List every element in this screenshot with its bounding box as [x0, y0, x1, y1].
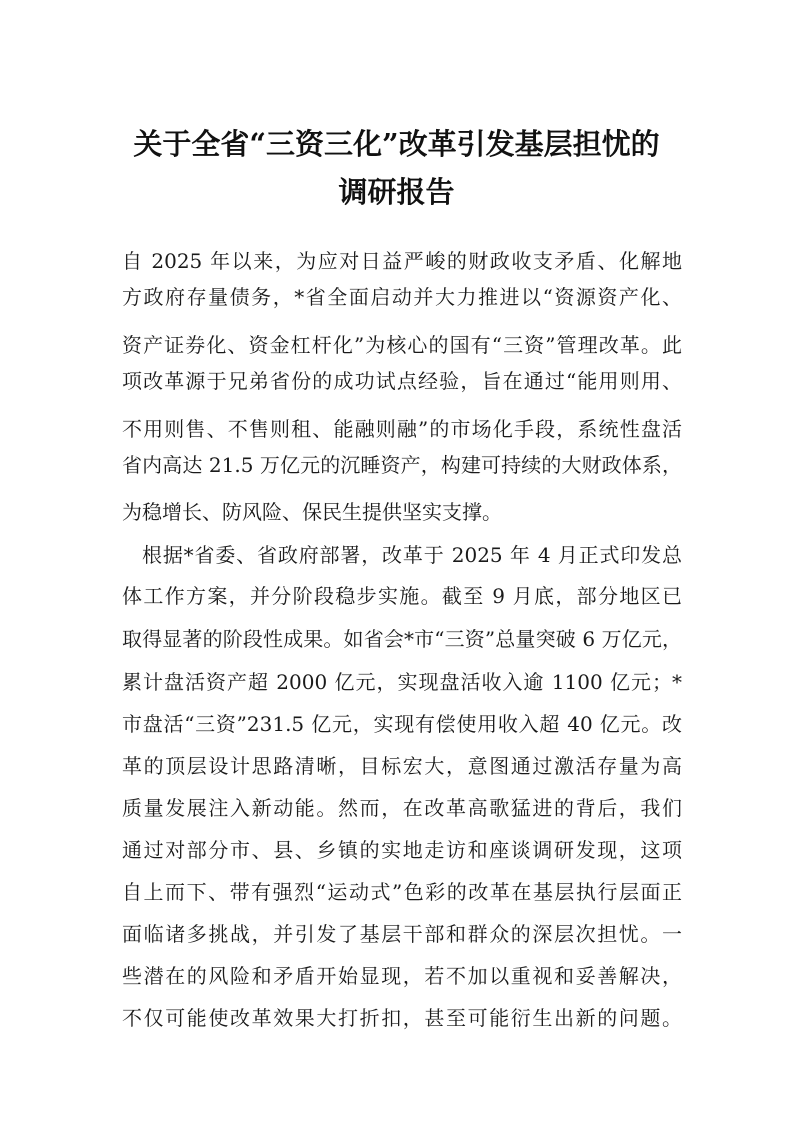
paragraph-2-line-12: 不仅可能使改革效果大打折扣，甚至可能衍生出新的问题。: [122, 1006, 682, 1030]
paragraph-2-line-1: 根据*省委、省政府部署，改革于 2025 年 4 月正式印发总: [142, 543, 682, 567]
paragraph-2-line-3: 取得显著的阶段性成果。如省会*市“三资”总量突破 6 万亿元，: [122, 627, 682, 651]
paragraph-2-line-2: 体工作方案，并分阶段稳步实施。截至 9 月底，部分地区已: [122, 584, 682, 608]
paragraph-2-line-7: 质量发展注入新动能。然而，在改革高歌猛进的背后，我们: [122, 796, 682, 820]
document-title-line-2: 调研报告: [338, 175, 455, 209]
paragraph-1-line-4: 项改革源于兄弟省份的成功试点经验，旨在通过“能用则用、: [122, 369, 682, 393]
paragraph-2-line-5: 市盘活“三资”231.5 亿元，实现有偿使用收入超 40 亿元。改: [122, 712, 682, 736]
paragraph-1-line-2: 方政府存量债务，*省全面启动并大力推进以“资源资产化、: [122, 285, 682, 309]
paragraph-1-line-6: 省内高达 21.5 万亿元的沉睡资产，构建可持续的大财政体系，: [122, 453, 682, 477]
paragraph-2-line-9: 自上而下、带有强烈“运动式”色彩的改革在基层执行层面正: [122, 880, 682, 904]
paragraph-2-line-6: 革的顶层设计思路清晰，目标宏大，意图通过激活存量为高: [122, 754, 682, 778]
document-title-line-1: 关于全省“三资三化”改革引发基层担忧的: [133, 127, 660, 161]
paragraph-1-line-3: 资产证券化、资金杠杆化”为核心的国有“三资”管理改革。此: [122, 333, 682, 357]
paragraph-1-line-5: 不用则售、不售则租、能融则融”的市场化手段，系统性盘活: [122, 417, 682, 441]
paragraph-2-line-11: 些潜在的风险和矛盾开始显现，若不加以重视和妥善解决，: [122, 964, 682, 988]
paragraph-2-line-4: 累计盘活资产超 2000 亿元，实现盘活收入逾 1100 亿元；*: [122, 670, 682, 694]
paragraph-1-line-7: 为稳增长、防风险、保民生提供坚实支撑。: [122, 500, 502, 524]
paragraph-2-line-10: 面临诸多挑战，并引发了基层干部和群众的深层次担忧。一: [122, 922, 682, 946]
paragraph-1-line-1: 自 2025 年以来，为应对日益严峻的财政收支矛盾、化解地: [122, 249, 682, 273]
paragraph-2-line-8: 通过对部分市、县、乡镇的实地走访和座谈调研发现，这项: [122, 838, 682, 862]
